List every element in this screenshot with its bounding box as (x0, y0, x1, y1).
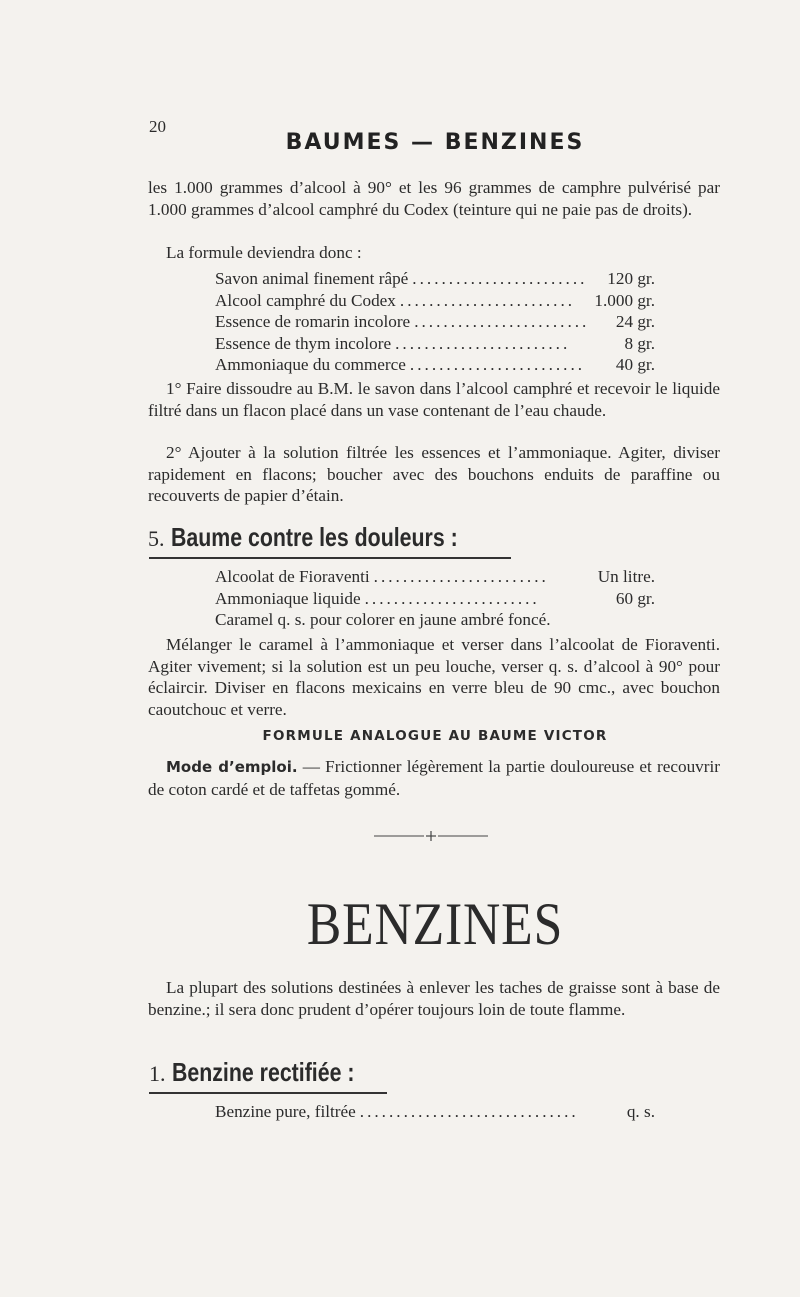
chapter-title-text: BENZINES (306, 891, 564, 957)
intro-paragraph: les 1.000 grammes d’alcool à 90° et les 96 grammes de camphre pulvérisé par 1.000 grammes d’alcool camphré du Codex (teinture qui ne paie pas de droits). (148, 178, 720, 219)
ingredient-label: Essence de romarin incolore (215, 312, 411, 331)
leader-dots: ........................ (364, 588, 540, 608)
ingredient-label: Alcool camphré du Codex (215, 290, 396, 310)
leader-dots: ........................ (409, 355, 586, 374)
recipe-row (215, 333, 655, 355)
section-number: 5. (148, 526, 165, 551)
step-2-paragraph: 2° Ajouter à la solution filtrée les essences et l’ammoniaque. Agiter, diviser rapidement en flacons; boucher avec des bouchons enduits de paraffine ou recouverts de papier d’étain. (148, 443, 720, 505)
recipe-note: Caramel q. s. pour colorer en jaune ambré foncé. (215, 610, 551, 629)
ingredient-qty: 8 gr. (624, 333, 655, 353)
recipe-list-2 (215, 566, 655, 631)
leader-dots: .............................. (359, 1102, 579, 1121)
ingredient-label: Essence de thym incolore (215, 333, 392, 353)
usage-paragraph (148, 756, 720, 800)
recipe-row (215, 311, 655, 333)
running-head: BAUMES — BENZINES (285, 130, 585, 155)
leader-dots: ........................ (414, 312, 590, 331)
ingredient-qty: 1.000 gr. (594, 290, 655, 310)
recipe-list-1 (215, 268, 655, 376)
leader-dots: ........................ (395, 333, 571, 353)
step-1-paragraph: 1° Faire dissoudre au B.M. le savon dans l’alcool camphré et recevoir le liquide filtré dans un flacon placé dans un vase contenant de l’eau chaude. (148, 379, 720, 420)
recipe-list-3 (215, 1101, 655, 1123)
formula-intro: La formule deviendra donc : (166, 243, 362, 262)
section-title: Benzine rectifiée : (171, 1057, 354, 1087)
section-1-heading (149, 1057, 394, 1088)
page-number: 20 (149, 117, 166, 136)
ingredient-qty: Un litre. (597, 567, 655, 586)
usage-label: Mode d’emploi. (166, 758, 298, 776)
ingredient-qty: 40 gr. (615, 355, 655, 374)
ingredient-qty: q. s. (626, 1102, 655, 1121)
recipe-row (215, 566, 655, 588)
section-number: 1. (149, 1061, 166, 1086)
ingredient-label: Ammoniaque liquide (215, 588, 361, 608)
section-5-underline (149, 557, 511, 559)
recipe-row (215, 588, 655, 610)
section-title: Baume contre les douleurs : (170, 522, 458, 552)
leader-dots: ........................ (373, 567, 549, 586)
ingredient-label: Benzine pure, filtrée (215, 1102, 356, 1121)
benzine-intro-paragraph: La plupart des solutions destinées à enlever les taches de graisse sont à base de benzine.; il sera donc prudent d’opérer toujours loin de toute flamme. (148, 978, 720, 1019)
section-1-underline (149, 1092, 387, 1094)
ingredient-label: Ammoniaque du commerce (215, 355, 406, 374)
ingredient-qty: 120 gr. (607, 269, 655, 288)
section-5-heading (148, 522, 520, 553)
chapter-title (150, 890, 720, 959)
analog-formula-heading: FORMULE ANALOGUE AU BAUME VICTOR (262, 728, 608, 744)
recipe-row (215, 290, 655, 312)
recipe-row (215, 1101, 655, 1123)
recipe-row (215, 268, 655, 290)
usage-text: — Frictionner légèrement la partie douloureuse et recouvrir de coton cardé et de taffetas gommé. (148, 757, 720, 799)
mixing-paragraph: Mélanger le caramel à l’ammoniaque et verser dans l’alcoolat de Fioraventi. Agiter vivement; si la solution est un peu louche, verser q. s. d’alcool à 90° pour éclaircir. Diviser en flacons mexicains en verre bleu de 90 cmc., avec bouchon caoutchouc et verre. (148, 635, 720, 719)
leader-dots: ........................ (399, 290, 576, 310)
ingredient-qty: 24 gr. (615, 312, 655, 331)
ingredient-qty: 60 gr. (615, 588, 655, 608)
leader-dots: ........................ (412, 269, 588, 288)
ingredient-label: Savon animal finement râpé (215, 269, 409, 288)
ornament-divider (374, 830, 488, 842)
ingredient-label: Alcoolat de Fioraventi (215, 567, 370, 586)
recipe-row (215, 354, 655, 376)
